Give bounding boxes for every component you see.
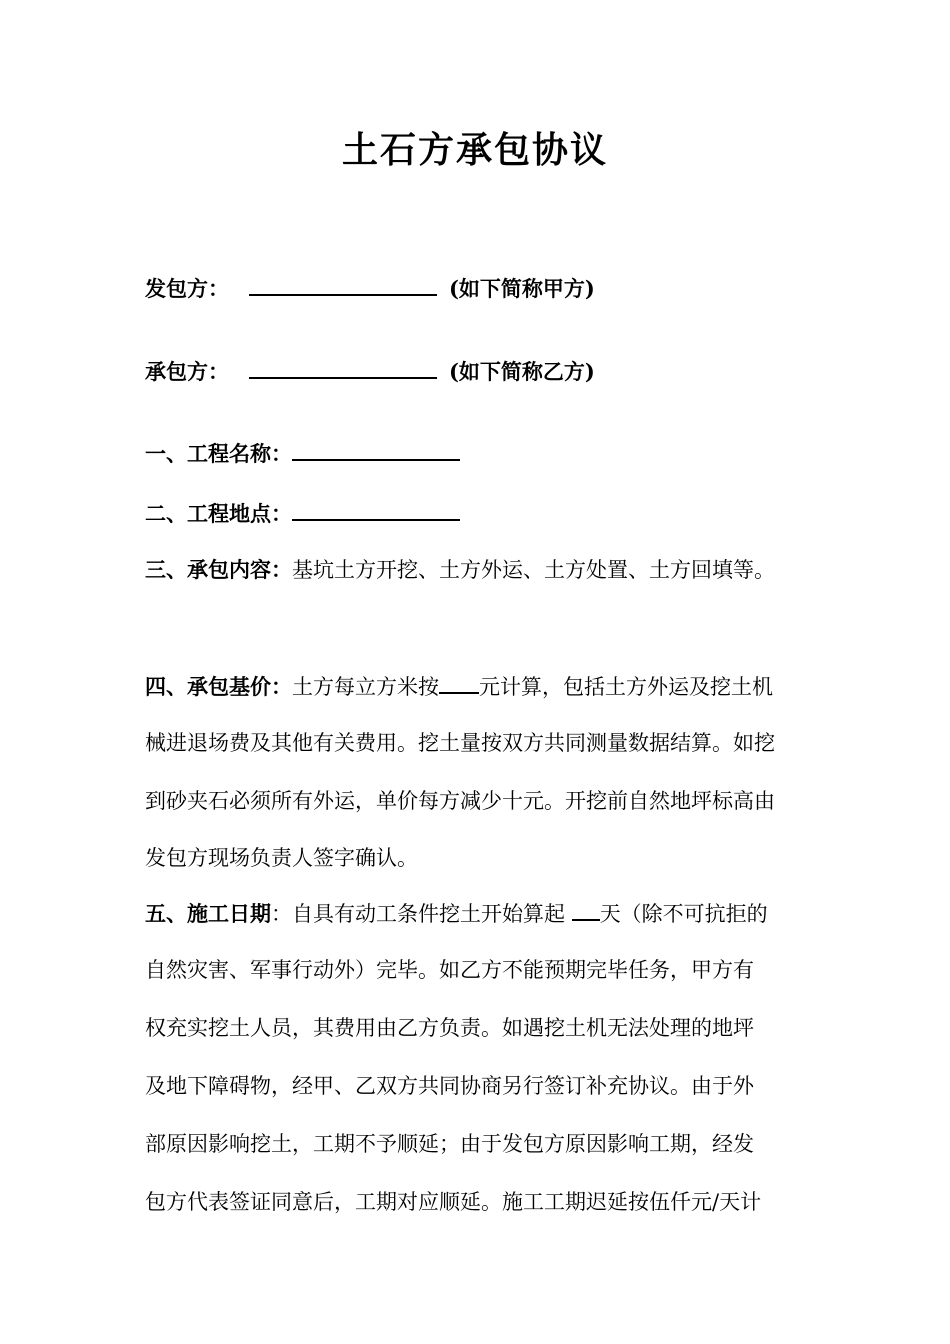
- contract-scope-line: [145, 555, 775, 585]
- schedule-line-3: 权充实挖土人员，其费用由乙方负责。如遇挖土机无法处理的地坪: [145, 1016, 754, 1040]
- project-name-label: 一、工程名称：: [145, 441, 292, 466]
- party-a-blank: [249, 272, 437, 296]
- schedule-text-a: 自具有动工条件挖土开始算起: [292, 902, 572, 926]
- party-a-note: (如下简称甲方): [449, 276, 595, 301]
- document-title: 土石方承包协议: [341, 129, 608, 171]
- schedule-days-blank: [572, 897, 600, 921]
- base-price-line-3: 到砂夹石必须所有外运，单价每方减少十元。开挖前自然地坪标高由: [145, 789, 775, 813]
- base-price-blank: [439, 670, 479, 694]
- party-a-line: [145, 272, 595, 304]
- contract-scope-label: 三、承包内容：: [145, 557, 292, 582]
- party-a-label: 发包方：: [145, 276, 229, 301]
- base-price-line-2: 械进退场费及其他有关费用。挖土量按双方共同测量数据结算。如挖: [145, 731, 775, 755]
- party-b-line: [145, 355, 595, 387]
- base-price-label: 四、承包基价：: [145, 674, 292, 699]
- project-location-blank: [292, 497, 460, 521]
- contract-scope-text: 基坑土方开挖、土方外运、土方处置、土方回填等。: [292, 558, 775, 582]
- schedule-line-1: [145, 897, 768, 929]
- schedule-text-b: 天（除不可抗拒的: [599, 902, 768, 926]
- project-location-line: [145, 497, 460, 529]
- party-b-blank: [249, 355, 437, 379]
- schedule-label: 五、施工日期: [145, 901, 271, 926]
- project-name-line: [145, 437, 460, 469]
- party-b-note: (如下简称乙方): [449, 359, 595, 384]
- schedule-colon: ：: [271, 902, 292, 926]
- project-location-label: 二、工程地点：: [145, 501, 292, 526]
- base-price-text-b: 元计算，包括土方外运及挖土机: [479, 675, 773, 699]
- schedule-line-6: 包方代表签证同意后，工期对应顺延。施工工期迟延按伍仟元/天计: [145, 1190, 762, 1214]
- base-price-line-4: 发包方现场负责人签字确认。: [145, 846, 418, 870]
- project-name-blank: [292, 437, 460, 461]
- schedule-line-4: 及地下障碍物，经甲、乙双方共同协商另行签订补充协议。由于外: [145, 1074, 754, 1098]
- base-price-text-a: 土方每立方米按: [292, 675, 439, 699]
- schedule-line-5: 部原因影响挖土，工期不予顺延；由于发包方原因影响工期，经发: [145, 1132, 754, 1156]
- base-price-line-1: [145, 670, 773, 702]
- party-b-label: 承包方：: [145, 359, 229, 384]
- schedule-line-2: 自然灾害、军事行动外）完毕。如乙方不能预期完毕任务，甲方有: [145, 958, 754, 982]
